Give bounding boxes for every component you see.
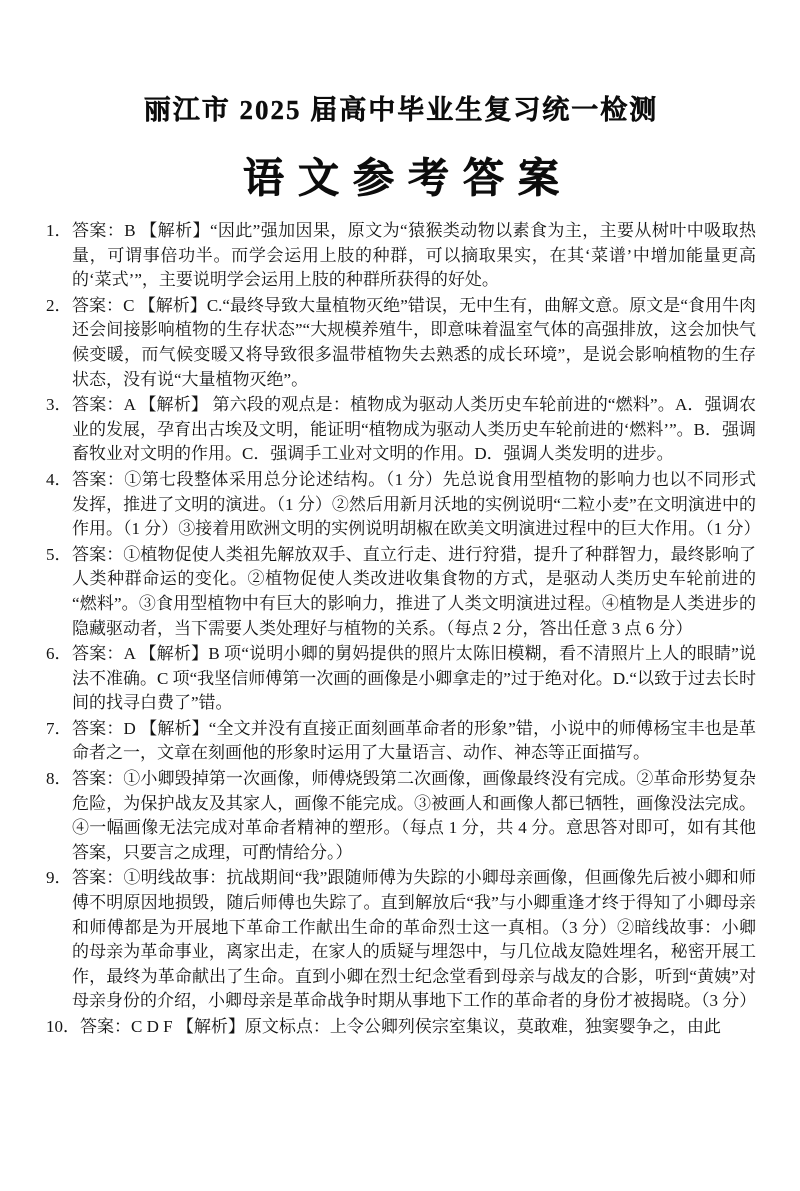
answer-item-2 [46,294,756,392]
answer-text: 答案：①小卿毁掉第一次画像，师傅烧毁第二次画像，画像最终没有完成。②革命形势复杂危险，为保护战友及其家人，画像不能完成。③被画人和画像人都已牺牲，画像没法完成。④一幅画像无法完成对革命者精神的塑形。（每点 1 分，共 4 分。意思答对即可，如有其他答案，只要言之成理，可酌情给分。） [72,769,756,862]
answer-text: 答案：A 【解析】B 项“说明小卿的舅妈提供的照片太陈旧模糊，看不清照片上人的眼睛”说法不准确。C 项“我坚信师傅第一次画的画像是小卿拿走的”过于绝对化。D.“以致于过去长时间的找寻白费了”错。 [72,644,756,713]
answer-number: 4． [46,469,72,489]
answer-text: 答案：①植物促使人类祖先解放双手、直立行走、进行狩猎，提升了种群智力，最终影响了人类种群命运的变化。②植物促使人类改进收集食物的方式，是驱动人类历史车轮前进的“燃料”。③食用型植物中有巨大的影响力，推进了人类文明演进过程。④植物是人类进步的隐藏驱动者，当下需要人类处理好与植物的关系。（每点 2 分，答出任意 3 点 6 分） [72,544,756,638]
answer-number: 3． [46,395,72,415]
answer-item-4 [46,468,761,542]
answer-number: 8． [46,769,72,789]
answer-item-3 [46,393,756,467]
answer-item-6 [46,642,756,716]
exam-title: 丽江市 2025 届高中毕业生复习统一检测 [143,95,659,125]
answer-text: 答案：①第七段整体采用总分论述结构。（1 分）先总说食用型植物的影响力也以不同形式发挥，推进了文明的演进。（1 分）②然后用新月沃地的实例说明“二粒小麦”在文明演进中的作用。（1 分）③接着用欧洲文明的实例说明胡椒在欧美文明演进过程中的巨大作用。（1 分） [72,469,761,539]
answer-item-8 [46,767,756,865]
answer-number: 2． [46,295,72,315]
answer-number: 5． [46,544,72,564]
subject-title: 语文参考答案 [243,155,573,201]
answer-item-9 [46,866,756,1014]
answer-text: 答案：A 【解析】 第六段的观点是：植物成为驱动人类历史车轮前进的“燃料”。A．强调农业的发展，孕育出古埃及文明，能证明“植物成为驱动人类历史车轮前进的‘燃料’”。B．强调畜牧业对文明的作用。C．强调手工业对文明的作用。D．强调人类发明的进步。 [72,395,756,464]
answer-number: 7． [46,718,72,738]
answer-number: 9． [46,868,72,888]
answer-text: 答案：C 【解析】C.“最终导致大量植物灭绝”错误，无中生有，曲解文意。原文是“食用牛肉还会间接影响植物的生存状态”“大规模养殖牛，即意味着温室气体的高强排放，这会加快气候变暖，而气候变暖又将导致很多温带植物失去熟悉的成长环境”，是说会影响植物的生存状态，没有说“大量植物灭绝”。 [72,295,756,389]
answer-item-7 [46,717,756,766]
answer-number: 6． [46,644,72,664]
answer-number: 1． [46,221,72,240]
answer-list [46,219,761,1040]
answer-item-5 [46,543,756,641]
answer-number: 10． [46,1017,80,1036]
answer-item-1 [46,219,756,293]
answer-text: 答案：B 【解析】“因此”强加因果，原文为“猿猴类动物以素食为主，主要从树叶中吸取热量，可谓事倍功半。而学会运用上肢的种群，可以摘取果实，在其‘菜谱’中增加能量更高的‘菜式’”，主要说明学会运用上肢的种群所获得的好处。 [72,221,756,290]
answer-text: 答案：D 【解析】“全文并没有直接正面刻画革命者的形象”错，小说中的师傅杨宝丰也是革命者之一，文章在刻画他的形象时运用了大量语言、动作、神态等正面描写。 [72,718,756,763]
answer-item-10 [46,1015,756,1040]
answer-text: 答案：①明线故事：抗战期间“我”跟随师傅为失踪的小卿母亲画像，但画像先后被小卿和师傅不明原因地损毁，随后师傅也失踪了。直到解放后“我”与小卿重逢才终于得知了小卿母亲和师傅都是为开展地下革命工作献出生命的革命烈士这一真相。（3 分）②暗线故事：小卿的母亲为革命事业，离家出走，在家人的质疑与埋怨中，与几位战友隐姓埋名，秘密开展工作，最终为革命献出了生命。直到小卿在烈士纪念堂看到母亲与战友的合影，听到“黄姨”对母亲身份的介绍，小卿母亲是革命战争时期从事地下工作的革命者的身份才被揭晓。（3 分） [72,868,757,1011]
answer-text: 答案：C D F 【解析】原文标点：上令公卿列侯宗室集议，莫敢难，独窦婴争之，由此 [80,1017,721,1036]
